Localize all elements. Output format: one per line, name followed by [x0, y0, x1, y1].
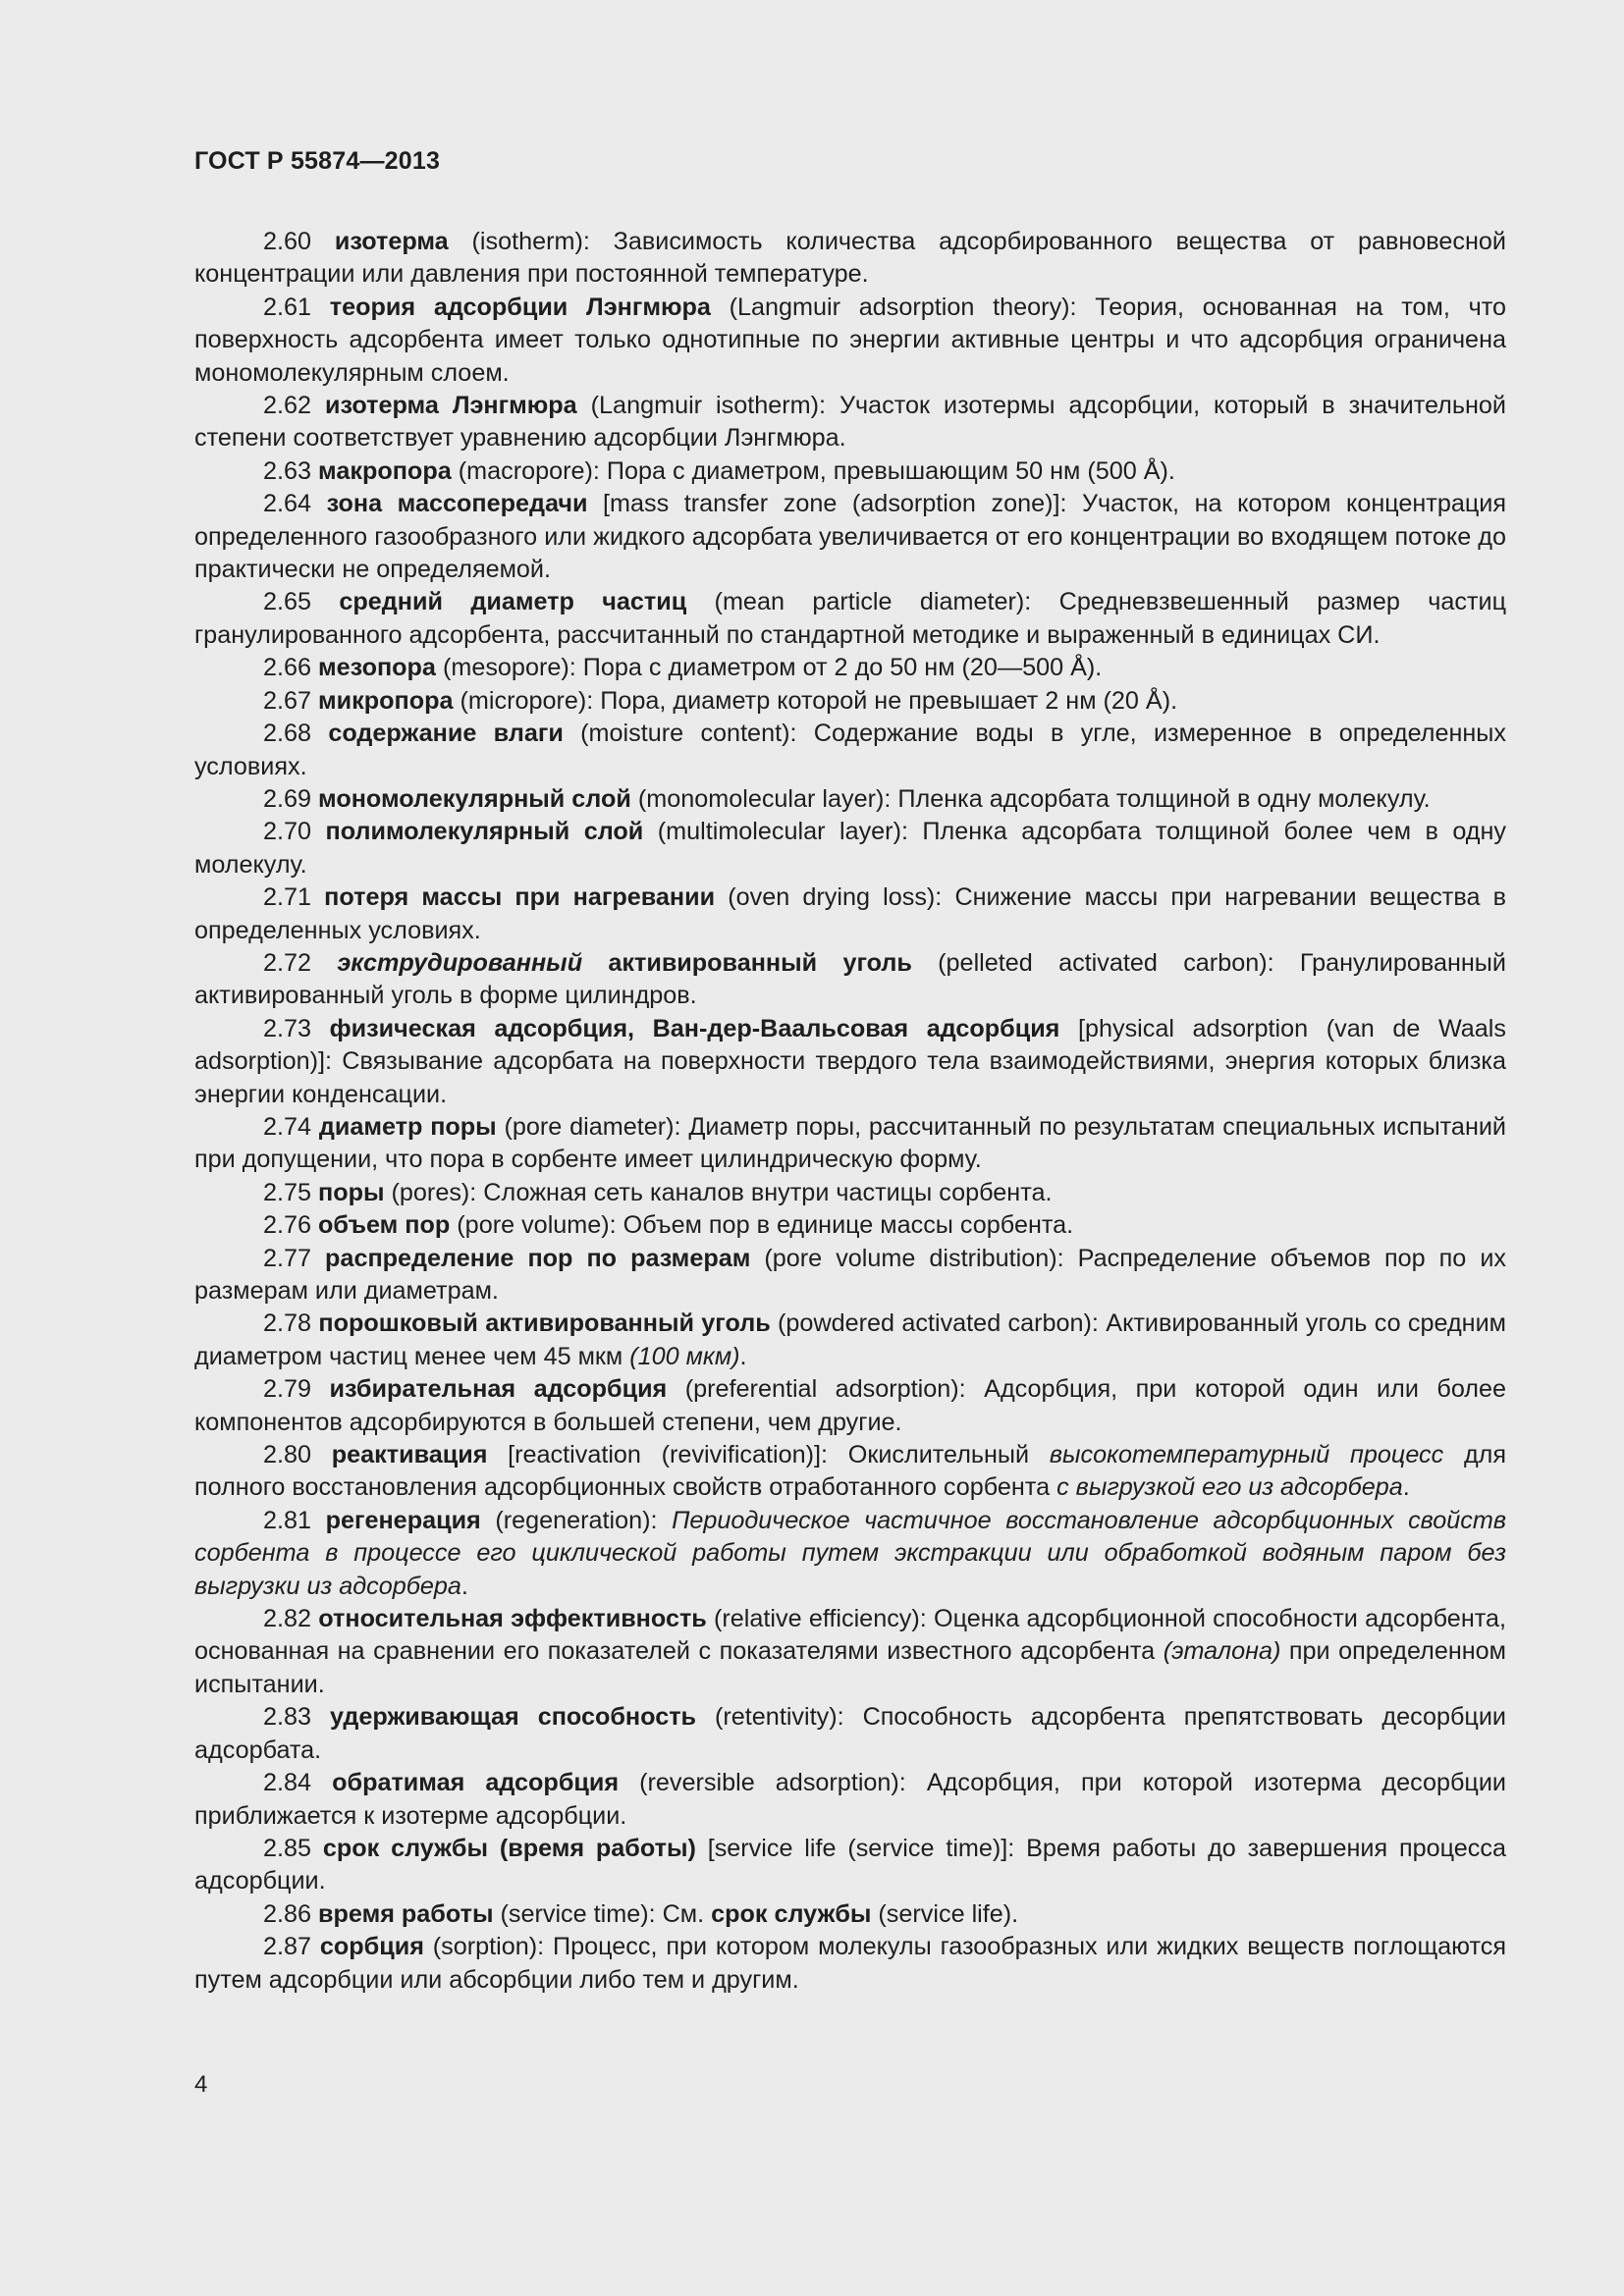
- term-entry: [194, 1013, 1506, 1111]
- term-text: (service time): См.: [493, 1899, 712, 1928]
- term-emphasis: изотерма: [334, 228, 449, 255]
- term-emphasis: зона массопередачи: [326, 490, 588, 518]
- term-text: (pore volume): Объем пор в единице массы сорбента.: [450, 1211, 1074, 1240]
- term-text: (pore volume distribution): Распределение объемов пор по их размерам или диаметрам.: [194, 1244, 1506, 1305]
- term-emphasis: полимолекулярный слой: [325, 818, 644, 846]
- term-entry: [194, 1209, 1506, 1242]
- term-text: 2.85: [263, 1834, 323, 1862]
- term-text: 2.81: [263, 1506, 326, 1534]
- term-emphasis: распределение пор по размерам: [325, 1244, 751, 1272]
- term-text: .: [739, 1342, 747, 1370]
- term-text: (reversible adsorption): Адсорбция, при которой изотерма десорбции приближается к изотерме адсорбции.: [194, 1769, 1507, 1830]
- term-entry: [194, 718, 1506, 783]
- term-emphasis: объем пор: [318, 1211, 451, 1240]
- term-emphasis: теория адсорбции Лэнгмюра: [329, 293, 711, 321]
- term-text: (pelleted activated carbon): Гранулированный активированный уголь в форме цилиндров.: [194, 948, 1506, 1010]
- term-emphasis: физическая адсорбция, Ван-дер-Ваальсовая адсорбция: [329, 1014, 1060, 1042]
- term-emphasis: Периодическое частичное восстановление адсорбционных свойств сорбента в процессе его циклической работы путем экстракции или обработкой водяным паром без выгрузки из адсорбера: [194, 1506, 1506, 1600]
- term-emphasis: реактивация: [331, 1441, 488, 1469]
- term-text: (service life).: [871, 1899, 1019, 1928]
- term-text: (powdered activated carbon): Активированный уголь со средним диаметром частиц менее чем 45 мкм: [194, 1309, 1506, 1370]
- terms-list: [194, 226, 1506, 1997]
- term-text: [service life (service time)]: Время работы до завершения процесса адсорбции.: [194, 1834, 1506, 1896]
- page-number: 4: [194, 2071, 208, 2098]
- term-entry: [194, 586, 1506, 652]
- term-emphasis: срок службы: [711, 1899, 872, 1928]
- term-text: 2.80: [263, 1441, 332, 1469]
- term-entry: [194, 455, 1506, 488]
- term-text: 2.86: [263, 1899, 319, 1928]
- term-text: 2.77: [263, 1244, 326, 1272]
- term-text: (pore diameter): Диаметр поры, рассчитанный по результатам специальных испытаний при допущении, что пора в сорбенте имеет цилиндрическую форму.: [194, 1112, 1506, 1174]
- term-emphasis: срок службы (время работы): [322, 1834, 696, 1862]
- term-entry: [194, 947, 1506, 1013]
- term-text: 2.65: [263, 588, 340, 616]
- term-text: (multimolecular layer): Пленка адсорбата толщиной более чем в одну молекулу.: [194, 818, 1506, 879]
- term-entry: [194, 1767, 1506, 1833]
- term-text: 2.63: [263, 456, 319, 485]
- term-text: 2.79: [263, 1375, 330, 1404]
- term-entry: [194, 390, 1506, 455]
- term-emphasis: мезопора: [318, 654, 436, 682]
- term-entry: [194, 1243, 1506, 1308]
- term-emphasis: активированный уголь: [582, 948, 912, 977]
- term-text: (oven drying loss): Снижение массы при нагревании вещества в определенных условиях.: [194, 883, 1506, 944]
- term-emphasis: с выгрузкой его из адсорбера: [1056, 1473, 1403, 1502]
- term-text: [mass transfer zone (adsorption zone)]: Участок, на котором концентрация определенного газообразного или жидкого адсорбата увеличивается от его концентрации во входящем потоке до практически не определяемой.: [194, 490, 1506, 584]
- term-entry: [194, 1308, 1506, 1373]
- term-emphasis: относительная эффективность: [318, 1605, 707, 1633]
- term-text: при определенном испытании.: [194, 1637, 1506, 1698]
- term-emphasis: содержание влаги: [328, 720, 564, 748]
- term-text: [reactivation (revivification)]: Окислительный: [487, 1441, 1050, 1469]
- term-text: (pores): Сложная сеть каналов внутри частицы сорбента.: [384, 1178, 1053, 1206]
- term-entry: [194, 1931, 1506, 1997]
- term-text: 2.70: [263, 818, 326, 846]
- term-text: [physical adsorption (van de Waals adsorption)]: Связывание адсорбата на поверхности твердого тела взаимодействиями, энергия которых близка энергии конденсации.: [194, 1014, 1506, 1108]
- term-emphasis: сорбция: [319, 1933, 424, 1961]
- term-entry: [194, 1603, 1506, 1701]
- term-emphasis: поры: [318, 1178, 385, 1206]
- term-emphasis: изотерма Лэнгмюра: [325, 392, 577, 420]
- term-entry: [194, 1701, 1506, 1767]
- term-entry: [194, 1505, 1506, 1603]
- term-text: (Langmuir adsorption theory): Теория, основанная на том, что поверхность адсорбента имеет только однотипные по энергии активные центры и что адсорбция ограничена мономолекулярным слоем.: [194, 293, 1506, 387]
- term-text: (regeneration):: [480, 1506, 673, 1534]
- term-emphasis: удерживающая способность: [330, 1703, 697, 1732]
- term-text: (preferential adsorption): Адсорбция, при которой один или более компонентов адсорбируются в большей степени, чем другие.: [194, 1375, 1506, 1436]
- term-emphasis: порошковый активированный уголь: [318, 1309, 771, 1338]
- term-text: 2.82: [263, 1605, 319, 1633]
- term-text: 2.68: [263, 720, 329, 748]
- term-emphasis: мономолекулярный слой: [318, 784, 631, 813]
- term-text: 2.87: [263, 1933, 320, 1961]
- term-text: 2.62: [263, 392, 326, 420]
- term-text: (moisture content): Содержание воды в угле, измеренное в определенных условиях.: [194, 720, 1507, 780]
- term-entry: [194, 881, 1506, 947]
- term-entry: [194, 292, 1506, 390]
- term-text: 2.64: [263, 490, 327, 518]
- term-text: для полного восстановления адсорбционных свойств отработанного сорбента: [194, 1441, 1507, 1502]
- term-emphasis: время работы: [318, 1899, 494, 1928]
- term-emphasis: макропора: [318, 456, 452, 485]
- term-entry: [194, 652, 1506, 684]
- term-text: (sorption): Процесс, при котором молекулы газообразных или жидких веществ поглощаются путем адсорбции или абсорбции либо тем и другим.: [194, 1933, 1506, 1994]
- term-entry: [194, 1373, 1506, 1439]
- term-text: 2.61: [263, 293, 330, 321]
- term-text: 2.76: [263, 1211, 319, 1240]
- term-entry: [194, 783, 1506, 816]
- term-text: (isotherm): Зависимость количества адсорбированного вещества от равновесной концентрации или давления при постоянной температуре.: [194, 228, 1506, 289]
- term-emphasis: (100 мкм): [629, 1342, 740, 1370]
- term-text: 2.83: [263, 1703, 331, 1732]
- term-entry: [194, 226, 1506, 292]
- term-text: (mean particle diameter): Средневзвешенный размер частиц гранулированного адсорбента, рассчитанный по стандартной методике и выраженный в единицах СИ.: [194, 588, 1506, 649]
- term-text: 2.74: [263, 1112, 319, 1141]
- term-text: (monomolecular layer): Пленка адсорбата толщиной в одну молекулу.: [630, 784, 1431, 813]
- term-emphasis: регенерация: [325, 1506, 481, 1534]
- term-text: .: [460, 1572, 468, 1600]
- term-text: (mesopore): Пора с диаметром от 2 до 50 нм (20—500 Å).: [435, 654, 1103, 682]
- term-emphasis: микропора: [318, 686, 454, 715]
- term-text: .: [1402, 1473, 1410, 1502]
- term-emphasis: диаметр поры: [318, 1112, 497, 1141]
- term-text: 2.71: [263, 883, 325, 912]
- term-entry: [194, 488, 1506, 586]
- term-text: (relative efficiency): Оценка адсорбционной способности адсорбента, основанная на сравнении его показателей с показателями известного адсорбента: [194, 1605, 1506, 1666]
- term-entry: [194, 685, 1506, 718]
- term-text: 2.60: [263, 228, 335, 255]
- term-text: 2.72: [263, 948, 338, 977]
- term-emphasis: потеря массы при нагревании: [324, 883, 716, 912]
- term-text: 2.84: [263, 1769, 333, 1797]
- term-text: 2.78: [263, 1309, 319, 1338]
- term-text: (Langmuir isotherm): Участок изотермы адсорбции, который в значительной степени соответствует уравнению адсорбции Лэнгмюра.: [194, 392, 1506, 453]
- term-text: (micropore): Пора, диаметр которой не превышает 2 нм (20 Å).: [453, 686, 1178, 715]
- term-emphasis: избирательная адсорбция: [329, 1375, 668, 1404]
- term-entry: [194, 1439, 1506, 1505]
- term-emphasis: экструдированный: [337, 948, 583, 977]
- term-text: 2.66: [263, 654, 319, 682]
- term-text: 2.67: [263, 686, 319, 715]
- term-emphasis: (эталона): [1163, 1637, 1281, 1666]
- term-text: (retentivity): Способность адсорбента препятствовать десорбции адсорбата.: [194, 1703, 1506, 1764]
- term-text: 2.73: [263, 1014, 330, 1042]
- term-entry: [194, 1177, 1506, 1209]
- term-entry: [194, 1833, 1506, 1898]
- term-entry: [194, 1111, 1506, 1177]
- term-emphasis: высокотемпературный процесс: [1049, 1441, 1444, 1469]
- term-text: 2.69: [263, 784, 319, 813]
- term-entry: [194, 1898, 1506, 1931]
- document-header: ГОСТ Р 55874—2013: [194, 147, 441, 175]
- term-text: 2.75: [263, 1178, 319, 1206]
- term-emphasis: обратимая адсорбция: [332, 1769, 620, 1797]
- term-text: (macropore): Пора с диаметром, превышающим 50 нм (500 Å).: [451, 456, 1175, 485]
- term-entry: [194, 816, 1506, 881]
- term-emphasis: средний диаметр частиц: [339, 588, 687, 616]
